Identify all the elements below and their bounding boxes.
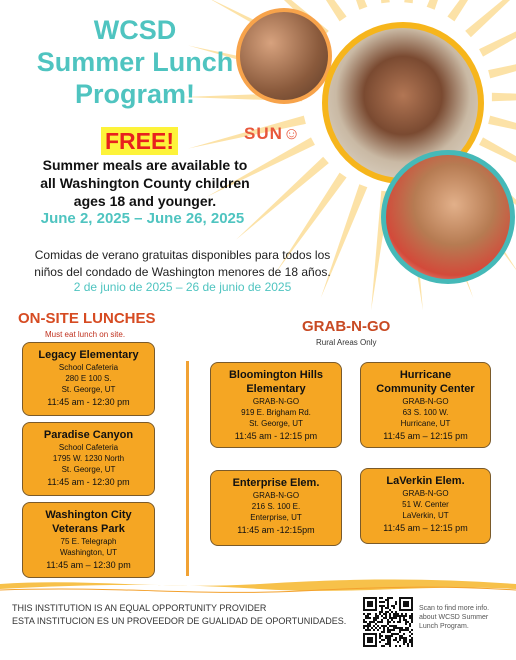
english-message-line: Summer meals are available to	[42, 157, 248, 173]
location-detail: School Cafeteria	[58, 443, 119, 452]
location-card-enterprise-elem	[210, 470, 342, 546]
location-card-washington-city-veterans-park	[22, 502, 155, 578]
location-name: LaVerkin Elem.	[386, 475, 465, 487]
location-name: Paradise Canyon	[43, 429, 134, 441]
onsite-subheading: Must eat lunch on site.	[45, 330, 126, 339]
spanish-message-line: Comidas de verano gratuitas disponibles para todos los	[34, 248, 331, 262]
location-hours: 11:45 am - 12:15 pm	[234, 431, 318, 441]
location-card-paradise-canyon	[22, 422, 155, 496]
english-dates: June 2, 2025 – June 26, 2025	[40, 210, 245, 227]
location-name: Legacy Elementary	[38, 349, 139, 361]
onsite-heading: ON-SITE LUNCHES	[18, 310, 156, 327]
location-address: 1795 W. 1230 North	[52, 454, 125, 463]
qr-code-icon[interactable]	[363, 597, 413, 647]
qr-caption-line: Scan to find more info.	[419, 605, 490, 612]
footer-wave-decoration	[0, 576, 516, 600]
location-city: Washington, UT	[59, 548, 118, 557]
location-card-legacy-elementary	[22, 342, 155, 416]
spanish-dates: 2 de junio de 2025 – 26 de junio de 2025	[73, 280, 292, 294]
location-address: 63 S. 100 W.	[402, 408, 449, 417]
location-name: Enterprise Elem.	[232, 477, 320, 489]
location-address: 216 S. 100 E.	[251, 502, 301, 511]
sun-ray	[404, 0, 423, 3]
grab-subheading: Rural Areas Only	[316, 338, 377, 347]
location-hours: 11:45 am - 12:30 pm	[47, 397, 130, 407]
location-address: 919 E. Brigham Rd.	[241, 408, 311, 417]
qr-caption	[419, 604, 514, 631]
sun-logo-text: SUN	[244, 124, 283, 143]
sun-logo-face-icon: ☺	[282, 124, 302, 143]
location-card-hurricane-community-center	[360, 362, 491, 448]
location-detail: GRAB-N-GO	[402, 489, 449, 498]
spanish-message-line: niños del condado de Washington menores de 18 años.	[34, 265, 331, 279]
location-name: Hurricane	[399, 369, 452, 381]
photo-boy-eating	[381, 150, 515, 284]
nondiscrimination-statement	[12, 602, 346, 628]
location-city: St. George, UT	[61, 385, 116, 394]
statement-spanish: ESTA INSTITUCION ES UN PROVEEDOR DE GUALIDAD DE OPORTUNIDADES.	[12, 616, 347, 626]
sun-ray	[465, 0, 516, 37]
location-city: St. George, UT	[249, 419, 303, 428]
photo-children-group	[236, 8, 332, 104]
qr-caption-line: about WCSD Summer	[419, 614, 489, 621]
location-address: 75 E. Telegraph	[60, 537, 117, 546]
location-name: Bloomington Hills	[228, 369, 324, 381]
english-message-line: all Washington County children	[40, 175, 250, 191]
location-city: Enterprise, UT	[250, 513, 302, 522]
english-message	[20, 156, 270, 210]
location-city: Hurricane, UT	[400, 419, 451, 428]
location-card-bloomington-hills	[210, 362, 342, 448]
spanish-message	[10, 247, 355, 281]
location-hours: 11:45 am – 12:15 pm	[383, 523, 468, 533]
sun-ray	[371, 0, 390, 3]
location-card-laverkin-elem	[360, 468, 491, 544]
sun-logo	[244, 124, 301, 144]
location-hours: 11:45 am - 12:30 pm	[47, 477, 130, 487]
location-detail: GRAB-N-GO	[252, 397, 300, 406]
location-name: Washington City	[45, 509, 132, 521]
location-city: LaVerkin, UT	[402, 511, 449, 520]
location-address: 280 E 100 S.	[65, 374, 112, 383]
location-address: 51 W. Center	[402, 500, 449, 509]
location-hours: 11:45 am – 12:15 pm	[383, 431, 468, 441]
title-line-1: WCSD	[93, 15, 177, 45]
statement-english: THIS INSTITUTION IS AN EQUAL OPPORTUNITY PROVIDER	[12, 603, 267, 613]
location-name: Community Center	[376, 383, 475, 395]
title-line-2: Summer Lunch	[36, 47, 234, 77]
grab-heading: GRAB-N-GO	[302, 318, 391, 335]
location-detail: GRAB-N-GO	[402, 397, 449, 406]
location-city: St. George, UT	[61, 465, 116, 474]
location-name: Veterans Park	[52, 523, 125, 535]
location-detail: GRAB-N-GO	[252, 491, 300, 500]
sun-ray	[492, 93, 516, 102]
location-hours: 11:45 am – 12:30 pm	[46, 560, 131, 570]
program-title	[10, 14, 260, 110]
location-hours: 11:45 am -12:15pm	[237, 525, 315, 535]
title-line-3: Program!	[74, 79, 196, 109]
english-message-line: ages 18 and younger.	[73, 193, 217, 209]
free-badge: FREE!	[101, 127, 178, 155]
location-name: Elementary	[246, 383, 306, 395]
location-detail: School Cafeteria	[58, 363, 119, 372]
qr-caption-line: Lunch Program.	[419, 623, 469, 630]
section-divider	[186, 361, 189, 576]
